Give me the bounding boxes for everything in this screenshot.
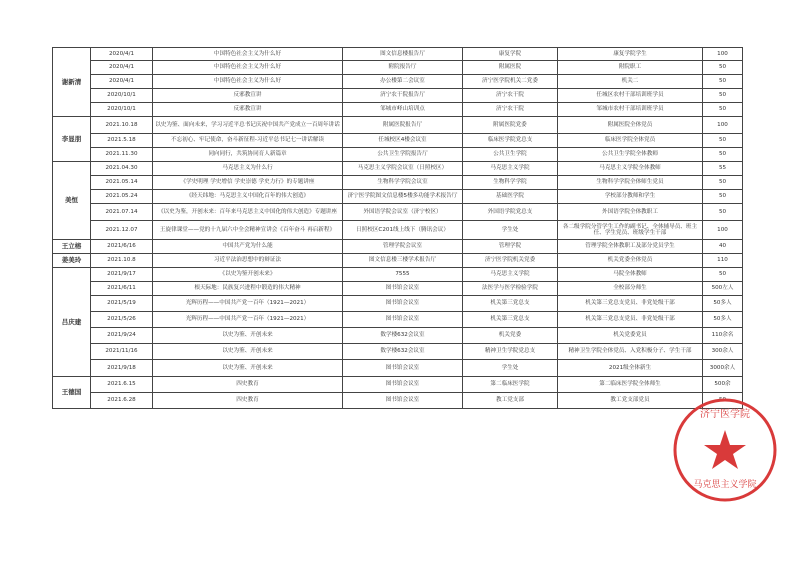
cell-count: 500余 [703, 377, 743, 393]
cell-audience: 精神卫生学院全体党员、入党积极分子、学生干部 [558, 344, 703, 360]
cell-date: 2021/6/16 [91, 240, 153, 254]
cell-unit: 教工党支部 [463, 393, 558, 409]
cell-unit: 基础医学院 [463, 190, 558, 204]
cell-topic: 中国特色社会主义为什么好 [153, 48, 343, 61]
cell-count: 50多人 [703, 312, 743, 328]
cell-venue: 数学楼632会议室 [343, 344, 463, 360]
table-row [53, 312, 743, 328]
table-row [53, 162, 743, 176]
cell-count: 110 [703, 254, 743, 268]
cell-unit: 康复学院 [463, 48, 558, 61]
cell-date: 2021.07.14 [91, 204, 153, 221]
report-table-sheet [52, 47, 742, 409]
cell-unit: 生物科学学院 [463, 176, 558, 190]
table-row [53, 204, 743, 221]
cell-topic: 反邪教宣讲 [153, 89, 343, 103]
cell-unit: 济宁医学院机关党委 [463, 254, 558, 268]
cell-count: 40 [703, 240, 743, 254]
cell-count: 50 [703, 204, 743, 221]
cell-topic: 同向同行，共筑协同育人新篇章 [153, 148, 343, 162]
cell-count: 100 [703, 117, 743, 134]
cell-date: 2021.04.30 [91, 162, 153, 176]
table-row [53, 75, 743, 89]
cell-audience: 附属医院全体党员 [558, 117, 703, 134]
cell-topic: 王旋律课堂——党的十九届六中全会精神宣讲会《百年奋斗 再启新程》 [153, 221, 343, 240]
cell-unit: 机关第三党总支 [463, 296, 558, 312]
lecturer-name: 美恒 [53, 162, 91, 240]
cell-audience: 管理学院全体教职工及部分党员学生 [558, 240, 703, 254]
table-row [53, 328, 743, 344]
cell-audience: 各二级学院分管学生工作的副书记、全体辅导员、班主任、学生党员、班级学生干部 [558, 221, 703, 240]
cell-venue: 附院报告厅 [343, 61, 463, 75]
cell-date: 2021/6/11 [91, 282, 153, 296]
table-row [53, 190, 743, 204]
cell-topic: 反邪教宣讲 [153, 103, 343, 117]
cell-venue: 图书馆会议室 [343, 312, 463, 328]
lecture-record-table [52, 47, 743, 409]
cell-unit: 法医学与医学检验学院 [463, 282, 558, 296]
table-row [53, 176, 743, 190]
cell-audience: 康复学院学生 [558, 48, 703, 61]
cell-unit: 精神卫生学院党总支 [463, 344, 558, 360]
cell-unit: 济宁医学院机关二党委 [463, 75, 558, 89]
cell-venue: 7555 [343, 268, 463, 282]
cell-topic: 四史教育 [153, 377, 343, 393]
cell-count: 50 [703, 393, 743, 409]
cell-audience: 临床医学院全体党员 [558, 134, 703, 148]
cell-topic: 《学史明理 学史增信 学史崇德 学史力行》的专题讲座 [153, 176, 343, 190]
table-row [53, 344, 743, 360]
svg-text:济宁医学院: 济宁医学院 [700, 409, 750, 420]
cell-date: 2021/9/17 [91, 268, 153, 282]
cell-venue: 图文信息楼三楼学术报告厅 [343, 254, 463, 268]
cell-audience: 机关党委党员 [558, 328, 703, 344]
cell-venue: 公共卫生学院报告厅 [343, 148, 463, 162]
cell-topic: 以史为鉴、开创未来 [153, 328, 343, 344]
cell-topic: 《以史为鉴，开创未来：百年来马克思主义中国化的伟大创造》专题讲座 [153, 204, 343, 221]
official-seal [670, 395, 780, 505]
cell-count: 50 [703, 134, 743, 148]
cell-venue: 邹城市峄山培训点 [343, 103, 463, 117]
cell-date: 2020/10/1 [91, 103, 153, 117]
cell-unit: 学生处 [463, 221, 558, 240]
cell-topic: 以史为鉴、面向未来，学习习近平总书记庆祝中国共产党成立一百周年讲话 [153, 117, 343, 134]
cell-venue: 图书馆会议室 [343, 360, 463, 377]
cell-topic: 四史教育 [153, 393, 343, 409]
cell-audience: 邹城市农村干部培训班学员 [558, 103, 703, 117]
cell-venue: 济宁医学院图文信息楼5楼多功能学术报告厅 [343, 190, 463, 204]
cell-unit: 马克思主义学院 [463, 268, 558, 282]
lecturer-name: 谢新清 [53, 48, 91, 117]
cell-audience: 任城区农村干部培训班学员 [558, 89, 703, 103]
cell-audience: 机关第三党总支党员、非党处级干部 [558, 296, 703, 312]
lecturer-name: 李显朋 [53, 117, 91, 162]
cell-date: 2020/4/1 [91, 75, 153, 89]
table-row [53, 61, 743, 75]
cell-date: 2021.05.24 [91, 190, 153, 204]
cell-count: 50 [703, 268, 743, 282]
cell-topic: 习近平法治思想中的辩证法 [153, 254, 343, 268]
cell-topic: 以史为鉴、开创未来 [153, 344, 343, 360]
cell-count: 50 [703, 103, 743, 117]
cell-venue: 办公楼第二会议室 [343, 75, 463, 89]
cell-count: 500左人 [703, 282, 743, 296]
cell-audience: 马院全体教师 [558, 268, 703, 282]
cell-unit: 济宁农干院 [463, 89, 558, 103]
cell-unit: 机关党委 [463, 328, 558, 344]
cell-topic: 中国特色社会主义为什么好 [153, 61, 343, 75]
cell-audience: 机关第三党总支党员、非党处级干部 [558, 312, 703, 328]
cell-venue: 任城校区4楼会议室 [343, 134, 463, 148]
cell-count: 50多人 [703, 296, 743, 312]
cell-unit: 机关第三党总支 [463, 312, 558, 328]
cell-venue: 图书馆会议室 [343, 296, 463, 312]
cell-audience: 第二临床医学院全体师生 [558, 377, 703, 393]
cell-unit: 附属医院党委 [463, 117, 558, 134]
cell-topic: 中国共产党为什么能 [153, 240, 343, 254]
cell-unit: 附属医院 [463, 61, 558, 75]
cell-topic: 马克思主义为什么行 [153, 162, 343, 176]
cell-count: 50 [703, 148, 743, 162]
cell-topic: 《以史为鉴开创未来》 [153, 268, 343, 282]
cell-count: 3000余人 [703, 360, 743, 377]
cell-audience: 2021级全体新生 [558, 360, 703, 377]
cell-unit: 马克思主义学院 [463, 162, 558, 176]
cell-count: 110余名 [703, 328, 743, 344]
cell-topic: 不忘初心、牢记使命，奋斗新征程-习近平总书记七一讲话解读 [153, 134, 343, 148]
cell-date: 2021.6.28 [91, 393, 153, 409]
table-row [53, 134, 743, 148]
cell-audience: 外国语学院全体教职工 [558, 204, 703, 221]
cell-count: 50 [703, 61, 743, 75]
cell-date: 2020/4/1 [91, 61, 153, 75]
table-row [53, 282, 743, 296]
cell-venue: 图书馆会议室 [343, 282, 463, 296]
cell-date: 2021/11/16 [91, 344, 153, 360]
cell-unit: 第二临床医学院 [463, 377, 558, 393]
cell-date: 2021.6.15 [91, 377, 153, 393]
cell-venue: 数学楼632会议室 [343, 328, 463, 344]
cell-topic: 光辉历程——中国共产党一百年（1921—2021） [153, 312, 343, 328]
cell-unit: 公共卫生学院 [463, 148, 558, 162]
cell-date: 2020/4/1 [91, 48, 153, 61]
cell-audience: 机关党委全体党员 [558, 254, 703, 268]
table-row [53, 360, 743, 377]
cell-unit: 临床医学院党总支 [463, 134, 558, 148]
cell-date: 2021.12.07 [91, 221, 153, 240]
lecturer-name: 王立榕 [53, 240, 91, 254]
cell-venue: 外国语学院会议室（济宁校区） [343, 204, 463, 221]
cell-audience: 教工党支部党员 [558, 393, 703, 409]
table-row [53, 268, 743, 282]
cell-date: 2021/9/24 [91, 328, 153, 344]
cell-audience: 附院职工 [558, 61, 703, 75]
table-row [53, 89, 743, 103]
cell-topic: 《经天纬地：马克思主义中国化百年的伟大创造》 [153, 190, 343, 204]
cell-audience: 全校部分师生 [558, 282, 703, 296]
cell-audience: 机关二 [558, 75, 703, 89]
cell-venue: 图书馆会议室 [343, 377, 463, 393]
table-row [53, 117, 743, 134]
cell-date: 2021.10.8 [91, 254, 153, 268]
cell-count: 50 [703, 89, 743, 103]
table-row [53, 48, 743, 61]
svg-text:马克思主义学院: 马克思主义学院 [693, 480, 757, 490]
table-row [53, 254, 743, 268]
cell-unit: 济宁农干院 [463, 103, 558, 117]
cell-count: 100 [703, 221, 743, 240]
cell-topic: 中国特色社会主义为什么好 [153, 75, 343, 89]
cell-venue: 图书馆会议室 [343, 393, 463, 409]
cell-date: 2021.05.14 [91, 176, 153, 190]
table-row [53, 148, 743, 162]
cell-audience: 公共卫生学院全体教师 [558, 148, 703, 162]
lecturer-name: 王德国 [53, 377, 91, 409]
cell-date: 2021/9/18 [91, 360, 153, 377]
cell-audience: 马克思主义学院全体教师 [558, 162, 703, 176]
cell-count: 50 [703, 75, 743, 89]
cell-count: 100 [703, 48, 743, 61]
cell-count: 50 [703, 176, 743, 190]
cell-venue: 马克思主义学院会议室（日照校区） [343, 162, 463, 176]
cell-date: 2020/10/1 [91, 89, 153, 103]
table-row [53, 221, 743, 240]
cell-date: 2021.11.30 [91, 148, 153, 162]
cell-date: 2021.5.18 [91, 134, 153, 148]
cell-date: 2021/5/19 [91, 296, 153, 312]
cell-topic: 光辉历程——中国共产党一百年（1921—2021） [153, 296, 343, 312]
cell-count: 50 [703, 190, 743, 204]
cell-topic: 根天际地：民族复兴进程中锻造的伟大精神 [153, 282, 343, 296]
table-row [53, 296, 743, 312]
cell-venue: 管理学院会议室 [343, 240, 463, 254]
table-row [53, 393, 743, 409]
cell-unit: 管理学院 [463, 240, 558, 254]
cell-audience: 学校部分教师和学生 [558, 190, 703, 204]
cell-venue: 日照校区C201线上线下（腾讯会议） [343, 221, 463, 240]
table-row [53, 240, 743, 254]
cell-audience: 生物科学学院全体师生党员 [558, 176, 703, 190]
table-row [53, 377, 743, 393]
cell-venue: 图文信息楼报告厅 [343, 48, 463, 61]
cell-venue: 附属医院报告厅 [343, 117, 463, 134]
cell-date: 2021.10.18 [91, 117, 153, 134]
cell-venue: 济宁农干院报告厅 [343, 89, 463, 103]
cell-count: 300余人 [703, 344, 743, 360]
lecturer-name: 吕庆建 [53, 268, 91, 377]
cell-unit: 外国语学院党总支 [463, 204, 558, 221]
cell-count: 55 [703, 162, 743, 176]
cell-date: 2021/5/26 [91, 312, 153, 328]
cell-unit: 学生处 [463, 360, 558, 377]
cell-venue: 生物科学学院会议室 [343, 176, 463, 190]
table-row [53, 103, 743, 117]
lecturer-name: 姜美玲 [53, 254, 91, 268]
cell-topic: 以史为鉴、开创未来 [153, 360, 343, 377]
